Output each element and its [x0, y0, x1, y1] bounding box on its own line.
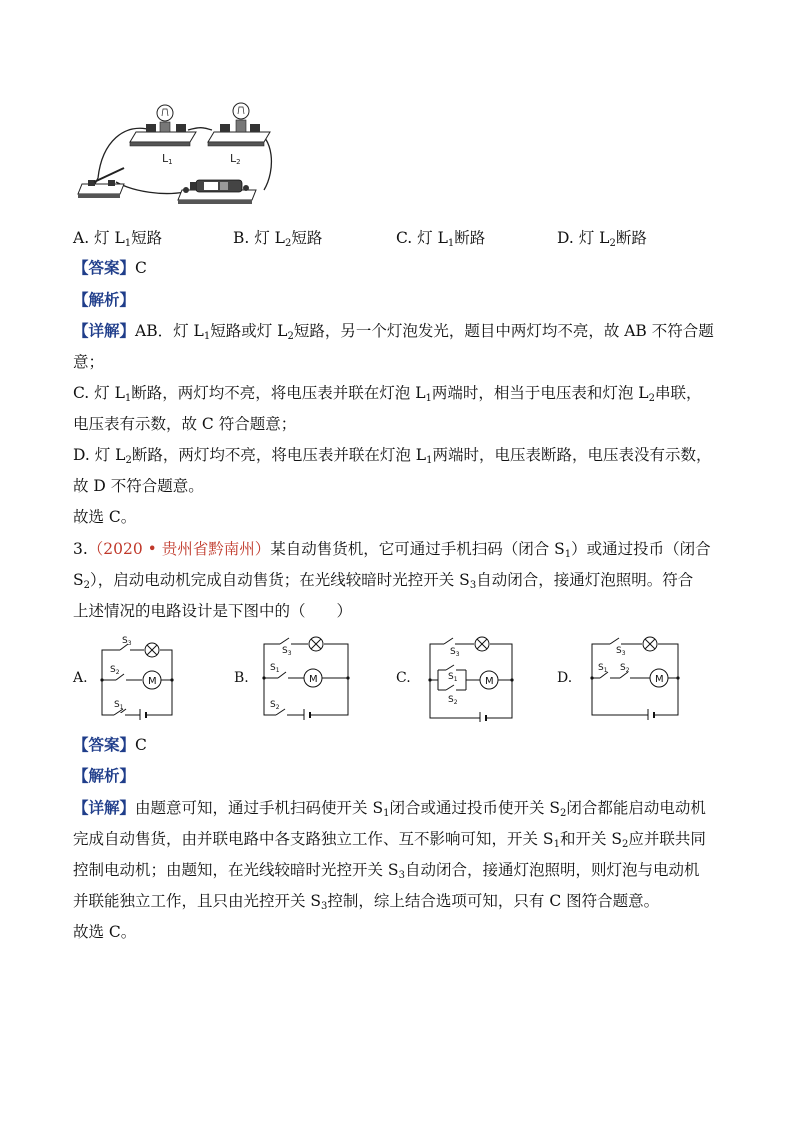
q3-answer: 【答案】C — [73, 735, 147, 754]
circuit-b-motor-label: M — [309, 674, 318, 685]
circuit-d-motor-label: M — [655, 674, 664, 685]
physical-circuit-figure — [74, 100, 288, 208]
circuit-a-s2-label: $S_2$ — [110, 665, 120, 676]
prev-detail-line-2: 意； — [73, 353, 105, 371]
circuit-diagram-c — [426, 632, 516, 722]
circuit-diagram-b — [260, 632, 352, 720]
circuit-a-s1-label: $S_1$ — [114, 700, 124, 711]
circuit-b-s3-label: $S_3$ — [282, 646, 292, 657]
prev-conclusion: 故选 C。 — [73, 508, 137, 526]
q3-detail-line-1: 【详解】由题意可知，通过手机扫码使开关 $S_1$闭合或通过投币使开关 $S_2$闭合都能启动电动机 — [73, 798, 706, 819]
q3-detail-line-2: 完成自动售货，由并联电路中各支路独立工作、互不影响可知，开关 $S_1$和开关 $S_2$应并联共同 — [73, 830, 706, 850]
prev-detail-line-6: 故 D 不符合题意。 — [73, 477, 204, 495]
q3-choice-a-letter: A. — [73, 670, 88, 686]
prev-option-b: B. 灯 $L_2$短路 — [233, 229, 323, 249]
prev-option-a: A. 灯 $L_1$短路 — [73, 229, 163, 249]
circuit-c-s2-label: $S_2$ — [448, 695, 458, 706]
prev-option-c: C. 灯 $L_1$断路 — [396, 229, 486, 249]
circuit-c-motor-label: M — [485, 676, 494, 687]
prev-detail-line-1: 【详解】AB．灯 $L_1$短路或灯 $L_2$短路，另一个灯泡发光，题目中两灯均不亮，故 AB 不符合题 — [73, 321, 714, 342]
circuit-a-motor-label: M — [148, 676, 157, 687]
circuit-diagram-d — [588, 632, 682, 720]
circuit-a-s3-label: $S_3$ — [122, 636, 132, 647]
q3-conclusion: 故选 C。 — [73, 923, 137, 941]
circuit-diagram-a — [96, 632, 178, 720]
circuit-c-s3-label: $S_3$ — [450, 647, 460, 658]
prev-answer: 【答案】C — [73, 258, 147, 277]
q3-analysis-heading: 【解析】 — [73, 766, 136, 785]
lamp-l1-label: L1 — [162, 152, 173, 166]
q3-stem-line-3: 上述情况的电路设计是下图中的（ ） — [73, 602, 353, 620]
q3-detail-line-3: 控制电动机；由题知，在光线较暗时光控开关 $S_3$自动闭合，接通灯泡照明，则灯泡与电动机 — [73, 861, 700, 881]
prev-detail-line-4: 电压表有示数，故 C 符合题意； — [73, 415, 297, 433]
circuit-d-s2-label: $S_2$ — [620, 663, 630, 674]
prev-detail-line-3: C. 灯 $L_1$断路，两灯均不亮，将电压表并联在灯泡 $L_1$两端时，相当于电压表和灯泡 $L_2$串联， — [73, 384, 702, 404]
q3-choice-b-letter: B. — [234, 670, 249, 686]
prev-analysis-heading: 【解析】 — [73, 290, 136, 309]
q3-detail-line-4: 并联能独立工作，且只由光控开关 $S_3$控制，综上结合选项可知，只有 C 图符合题意。 — [73, 892, 660, 912]
q3-choice-d-letter: D. — [557, 670, 573, 686]
q3-choice-c-letter: C. — [396, 670, 411, 686]
circuit-d-s3-label: $S_3$ — [616, 646, 626, 657]
prev-detail-line-5: D. 灯 $L_2$断路，两灯均不亮，将电压表并联在灯泡 $L_1$两端时，电压表断路，电压表没有示数， — [73, 446, 712, 466]
circuit-b-s1-label: $S_1$ — [270, 663, 280, 674]
circuit-d-s1-label: $S_1$ — [598, 663, 608, 674]
circuit-c-s1-label: $S_1$ — [448, 672, 458, 683]
lamp-l2-label: L2 — [230, 152, 241, 166]
q3-stem-line-1: 3.（2020 • 贵州省黔南州）某自动售货机，它可通过手机扫码（闭合 $S_1$）或通过投币（闭合 — [73, 540, 711, 560]
q3-stem-line-2: $S_2$），启动电动机完成自动售货；在光线较暗时光控开关 $S_3$自动闭合，接通灯泡照明。符合 — [73, 571, 694, 591]
circuit-b-s2-label: $S_2$ — [270, 700, 280, 711]
prev-option-d: D. 灯 $L_2$断路 — [557, 229, 647, 249]
